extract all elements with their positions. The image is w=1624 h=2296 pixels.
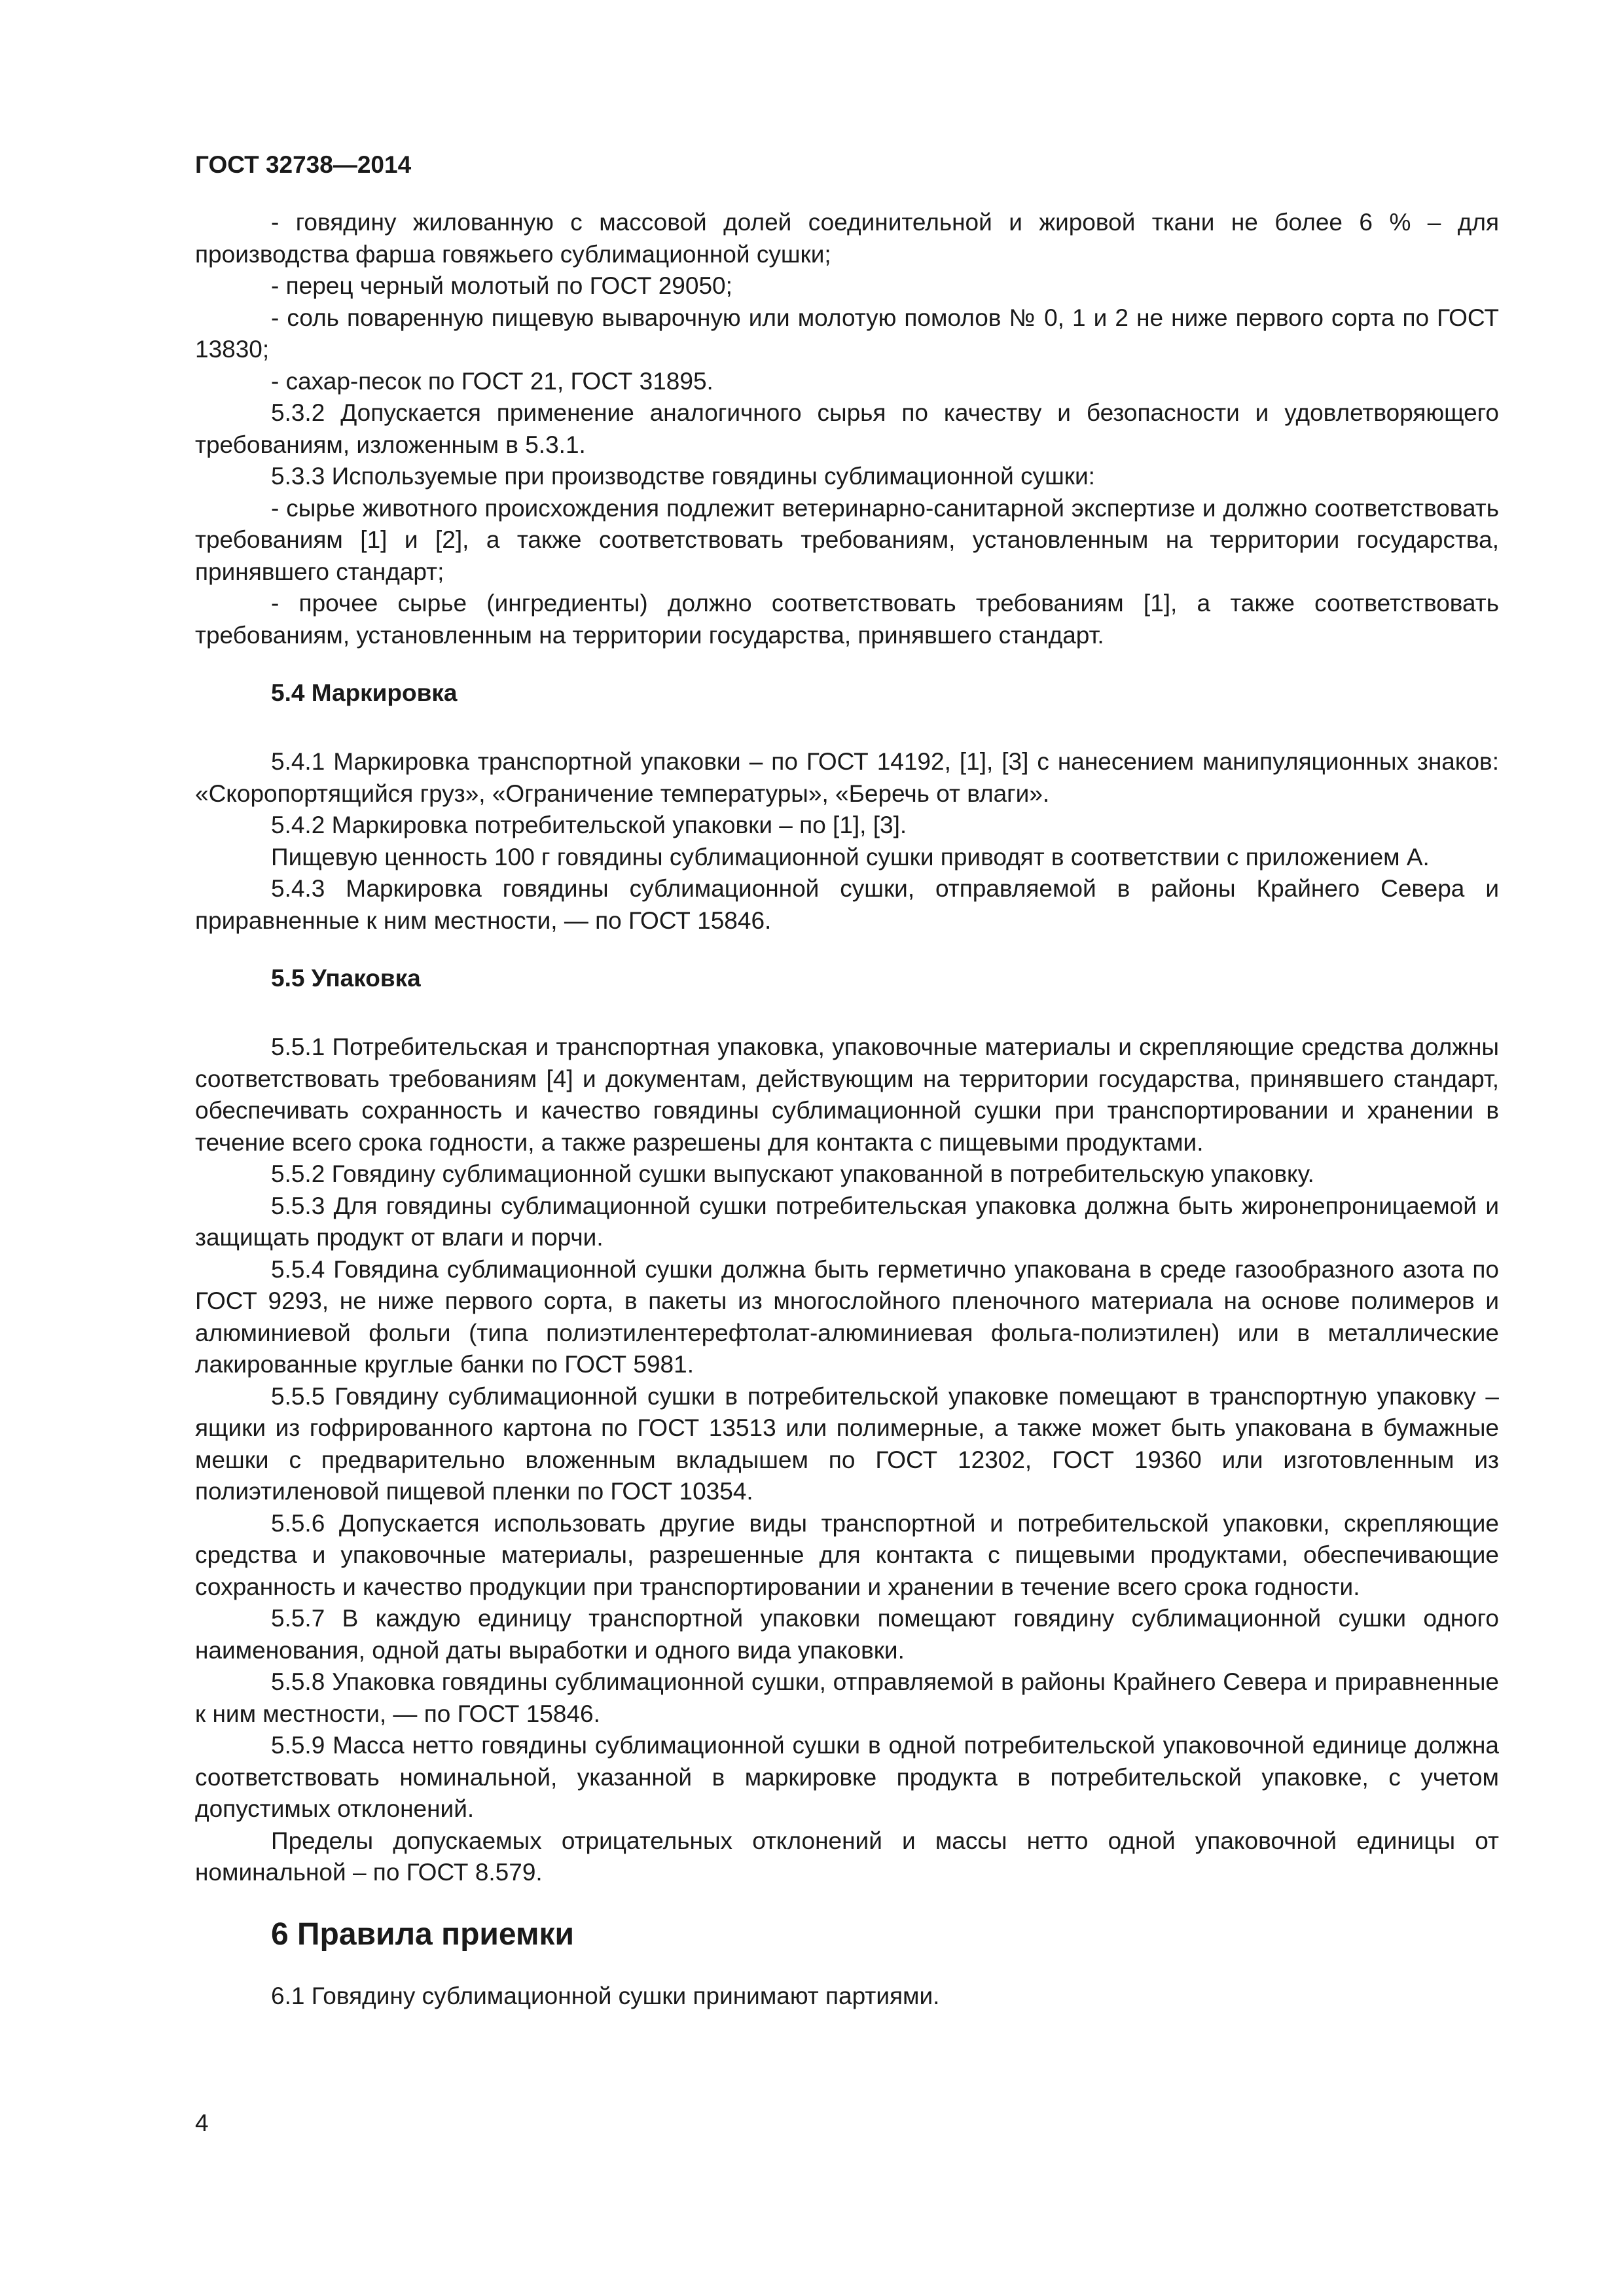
paragraph: 5.5.5 Говядину сублимационной сушки в потребительской упаковке помещают в транспортную упаковку – ящики из гофрированного картона по ГОСТ 13513 или полимерные, а также может быть упакована в бумажные мешки с предварительно вложенным вкладышем по ГОСТ 12302, ГОСТ 19360 или изготовленным из полиэтиленовой пищевой пленки по ГОСТ 10354. xyxy=(195,1382,1499,1505)
document-page xyxy=(195,149,1499,2012)
paragraph: 5.4.3 Маркировка говядины сублимационной сушки, отправляемой в районы Крайнего Севера и приравненные к ним местности, — по ГОСТ 15846. xyxy=(195,875,1499,934)
section-packaging xyxy=(195,1031,1499,1889)
paragraph: - сырье животного происхождения подлежит ветеринарно-санитарной экспертизе и должно соответствовать требованиям [1] и [2], а также соответствовать требованиям, установленным на территории государства, принявшего стандарт; xyxy=(195,494,1499,585)
paragraph: 5.5.8 Упаковка говядины сублимационной сушки, отправляемой в районы Крайнего Севера и приравненные к ним местности, — по ГОСТ 15846. xyxy=(195,1668,1499,1727)
chapter-title-acceptance: 6 Правила приемки xyxy=(271,1916,575,1952)
paragraph: 6.1 Говядину сублимационной сушки принимают партиями. xyxy=(271,1982,940,2009)
paragraph: Пищевую ценность 100 г говядины сублимационной сушки приводят в соответствии с приложением А. xyxy=(271,843,1430,870)
paragraph: 5.5.7 В каждую единицу транспортной упаковки помещают говядину сублимационной сушки одного наименования, одной даты выработки и одного вида упаковки. xyxy=(195,1605,1499,1664)
chapter-acceptance xyxy=(195,1981,1499,2013)
paragraph: 5.5.3 Для говядины сублимационной сушки потребительская упаковка должна быть жиронепроницаемой и защищать продукт от влаги и порчи. xyxy=(195,1192,1499,1251)
paragraph: 5.3.3 Используемые при производстве говядины сублимационной сушки: xyxy=(271,463,1095,490)
paragraph: Пределы допускаемых отрицательных отклонений и массы нетто одной упаковочной единицы от номинальной – по ГОСТ 8.579. xyxy=(195,1827,1499,1886)
intro-block xyxy=(195,207,1499,651)
paragraph: 5.5.9 Масса нетто говядины сублимационной сушки в одной потребительской упаковочной единице должна соответствовать номинальной, указанной в маркировке продукта в потребительской упаковке, с учетом допустимых отклонений. xyxy=(195,1732,1499,1822)
paragraph: 5.5.6 Допускается использовать другие виды транспортной и потребительской упаковки, скрепляющие средства и упаковочные материалы, разрешенные для контакта с пищевыми продуктами, обеспечивающие сохранность и качество продукции при транспортировании и хранении в течение всего срока годности. xyxy=(195,1509,1499,1600)
paragraph: 5.5.4 Говядина сублимационной сушки должна быть герметично упакована в среде газообразного азота по ГОСТ 9293, не ниже первого сорта, в пакеты из многослойного пленочного материала на основе полимеров и алюминиевой фольги (типа полиэтилентерефтолат-алюминиевая фольга-полиэтилен) или в металлические лакированные круглые банки по ГОСТ 5981. xyxy=(195,1255,1499,1378)
document-header: ГОСТ 32738—2014 xyxy=(195,151,412,178)
paragraph: - говядину жилованную с массовой долей соединительной и жировой ткани не более 6 % – для производства фарша говяжьего сублимационной сушки; xyxy=(195,209,1499,268)
paragraph: 5.4.2 Маркировка потребительской упаковки – по [1], [3]. xyxy=(271,812,907,838)
paragraph: - сахар-песок по ГОСТ 21, ГОСТ 31895. xyxy=(271,367,713,395)
paragraph: 5.4.1 Маркировка транспортной упаковки – по ГОСТ 14192, [1], [3] с нанесением манипуляционных знаков: «Скоропортящийся груз», «Ограничение температуры», «Беречь от влаги». xyxy=(195,748,1499,807)
paragraph: - соль поваренную пищевую выварочную или молотую помолов № 0, 1 и 2 не ниже первого сорта по ГОСТ 13830; xyxy=(195,304,1499,363)
paragraph: 5.5.1 Потребительская и транспортная упаковка, упаковочные материалы и скрепляющие средства должны соответствовать требованиям [4] и документам, действующим на территории государства, принявшего стандарт, обеспечивать сохранность и качество говядины сублимационной сушки при транспортировании и хранении в течение всего срока годности, а также разрешены для контакта с пищевыми продуктами. xyxy=(195,1033,1499,1156)
section-title-packaging: 5.5 Упаковка xyxy=(271,965,421,992)
section-title-marking: 5.4 Маркировка xyxy=(271,679,458,706)
paragraph: - прочее сырье (ингредиенты) должно соответствовать требованиям [1], а также соответствовать требованиям, установленным на территории государства, принявшего стандарт. xyxy=(195,590,1499,649)
paragraph: 5.3.2 Допускается применение аналогичного сырья по качеству и безопасности и удовлетворяющего требованиям, изложенным в 5.3.1. xyxy=(195,399,1499,458)
section-marking xyxy=(195,746,1499,937)
paragraph: - перец черный молотый по ГОСТ 29050; xyxy=(271,272,732,299)
paragraph: 5.5.2 Говядину сублимационной сушки выпускают упакованной в потребительскую упаковку. xyxy=(271,1160,1314,1187)
page-number: 4 xyxy=(195,2109,209,2136)
